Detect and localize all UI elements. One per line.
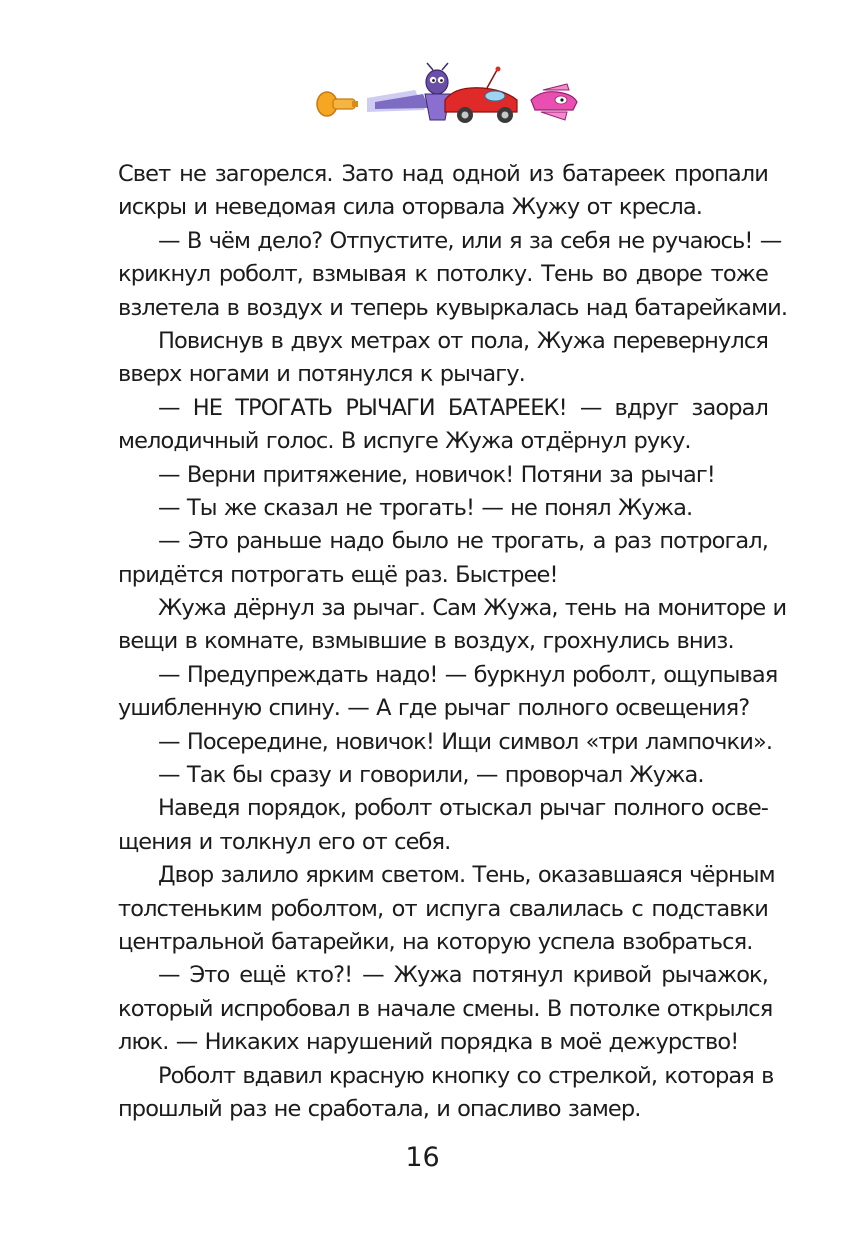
text-line: — Верни притяжение, новичок! Потяни за рычаг!: [158, 461, 715, 488]
text-line: люк. — Никаких нарушений порядка в моё дежурство!: [118, 1029, 739, 1056]
text-line: щения и толкнул его от себя.: [118, 828, 451, 855]
text-line: который испробовал в начале смены. В потолке открылся: [118, 995, 773, 1022]
robolt-rider-icon: [367, 63, 450, 120]
text-line: крикнул робoлт, взмывая к потолку. Тень во дворе тоже: [118, 261, 768, 288]
text-line: — Предупреждать надо! — буркнул робoлт, ощупывая: [158, 661, 778, 688]
text-line: Свет не загорелся. Зато над одной из батареек пропали: [118, 161, 768, 187]
text-line: — Это ещё кто?! — Жужа потянул кривой рычажок,: [158, 962, 768, 989]
text-line: — Посередине, новичок! Ищи символ «три лампочки».: [158, 728, 773, 755]
text-line: мелодичный голос. В испуге Жужа отдёрнул руку.: [118, 428, 691, 455]
text-line: Повиснув в двух метрах от пола, Жужа перевернулся: [158, 327, 768, 354]
red-car-icon: [445, 67, 517, 124]
text-line: — Так бы сразу и говорили, — проворчал Жужа.: [158, 762, 704, 789]
text-line: Жужа дёрнул за рычаг. Сам Жужа, тень на мониторе и: [158, 595, 787, 622]
text-line: — В чём дело? Отпустите, или я за себя не ручаюсь! —: [158, 227, 782, 254]
text-line: толстеньким робoлтом, от испуга свалилась с подставки: [118, 895, 768, 922]
text-line: искры и неведомая сила оторвала Жужу от кресла.: [118, 194, 703, 221]
text-line: вещи в комнате, взмывшие в воздух, грохнулись вниз.: [118, 628, 734, 655]
header-illustration: [305, 60, 585, 135]
pink-plane-icon: [531, 84, 577, 120]
text-line: — НЕ ТРОГАТЬ РЫЧАГИ БАТАРЕЕК! — вдруг заорал: [158, 394, 768, 421]
text-line: — Это раньше надо было не трогать, а раз потрогал,: [158, 528, 768, 555]
text-line: ушибленную спину. — А где рычаг полного освещения?: [118, 695, 750, 722]
text-line: вверх ногами и потянулся к рычагу.: [118, 361, 525, 388]
text-line: прошлый раз не сработала, и опасливо замер.: [118, 1095, 641, 1122]
text-line: Робoлт вдавил красную кнопку со стрелкой, которая в: [158, 1062, 774, 1089]
text-line: Наведя порядок, робoлт отыскал рычаг полного осве-: [158, 795, 768, 822]
body-text: [118, 158, 788, 1126]
page-number: 16: [405, 1142, 440, 1173]
text-line: придётся потрогать ещё раз. Быстрее!: [118, 561, 558, 588]
text-line: взлетела в воздух и теперь кувыркалась над батарейками.: [118, 294, 788, 321]
horn-icon: [317, 92, 358, 116]
text-line: — Ты же сказал не трогать! — не понял Жужа.: [158, 494, 693, 521]
text-line: Двор залило ярким светом. Тень, оказавшаяся чёрным: [158, 862, 775, 889]
text-line: центральной батарейки, на которую успела взобраться.: [118, 928, 753, 955]
